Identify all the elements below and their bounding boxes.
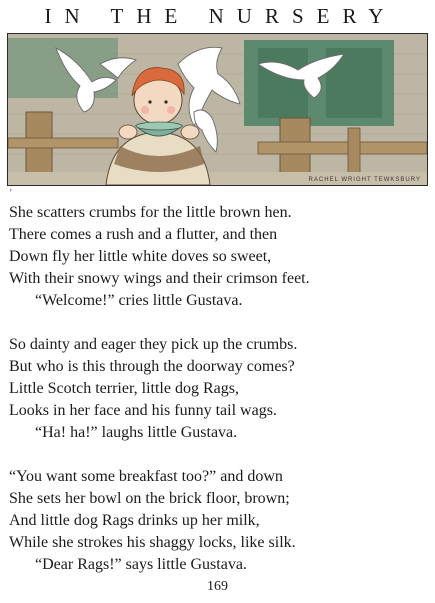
nursery-illustration — [7, 33, 428, 186]
poem-stanza — [9, 202, 429, 312]
poem-stanza — [9, 334, 429, 444]
poem-line: She scatters crumbs for the little brown hen. — [9, 204, 292, 221]
poem-line: While she strokes his shaggy locks, like silk. — [9, 534, 296, 551]
page-header: IN THE NURSERY — [44, 4, 397, 28]
poem-line: So dainty and eager they pick up the crumbs. — [9, 336, 298, 353]
illustration-scene — [8, 34, 427, 185]
poem-line: And little dog Rags drinks up her milk, — [9, 512, 260, 529]
poem-refrain-line: “Welcome!” cries little Gustava. — [35, 292, 243, 309]
door-panel-left — [258, 48, 308, 118]
poem-line: “You want some breakfast too?” and down — [9, 468, 283, 485]
artist-signature: RACHEL WRIGHT TEWKSBURY — [308, 177, 421, 183]
poem-line: Down fly her little white doves so sweet, — [9, 248, 272, 265]
print-mark: ’ — [9, 188, 13, 199]
poem-line: But who is this through the doorway comes? — [9, 358, 295, 375]
poem — [9, 202, 429, 576]
poem-refrain-line: “Ha! ha!” laughs little Gustava. — [35, 424, 238, 441]
poem-line: With their snowy wings and their crimson feet. — [9, 270, 310, 287]
page-number: 169 — [207, 579, 228, 594]
poem-line: Little Scotch terrier, little dog Rags, — [9, 380, 239, 397]
poem-line: She sets her bowl on the brick floor, brown; — [9, 490, 290, 507]
poem-refrain-line: “Dear Rags!” says little Gustava. — [35, 556, 247, 573]
poem-line: Looks in her face and his funny tail wags. — [9, 402, 277, 419]
fence-rail-right — [258, 142, 427, 154]
poem-line: There comes a rush and a flutter, and then — [9, 226, 278, 243]
fence-rail-left — [8, 138, 118, 148]
poem-stanza — [9, 466, 429, 576]
